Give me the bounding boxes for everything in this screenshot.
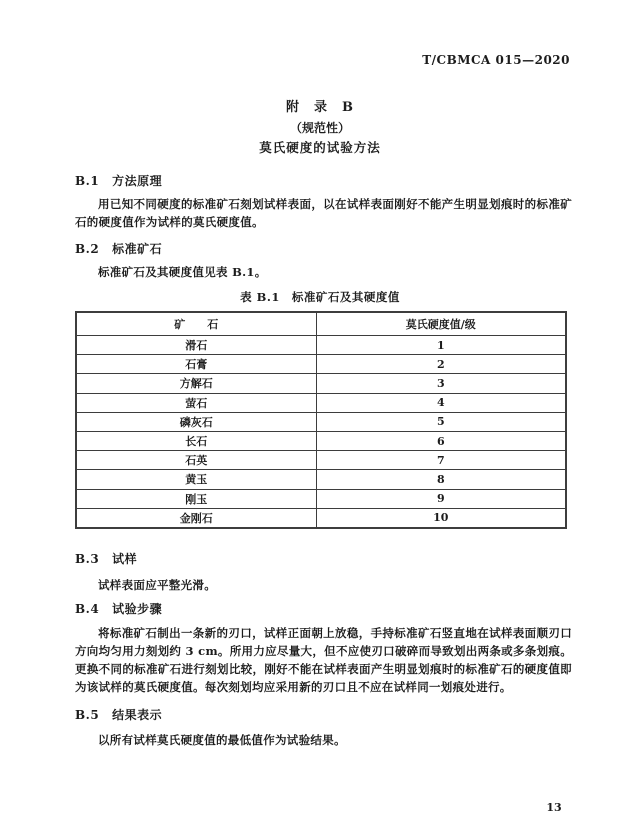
table-row [76,374,566,393]
cell-mineral: 石英 [76,451,316,470]
page-number: 13 [546,801,562,814]
section-b1-heading [75,172,162,189]
table-header-row [76,312,566,336]
cell-mineral: 长石 [76,431,316,450]
cell-mineral: 石膏 [76,355,316,374]
cell-hardness: 5 [316,412,566,431]
section-b3-paragraph: 试样表面应平整光滑。 [98,578,216,592]
table-row [76,412,566,431]
cell-hardness: 1 [316,336,566,355]
appendix-subtitle: （规范性） [289,121,350,135]
section-b2-title: 标准矿石 [112,242,163,256]
cell-hardness: 3 [316,374,566,393]
section-b2-number: B.2 [75,242,100,256]
section-b3-heading [75,550,137,567]
header-cell-mineral: 矿 石 [76,312,316,336]
cell-mineral: 刚玉 [76,489,316,508]
section-b3-number: B.3 [75,552,100,566]
section-b4-paragraph: 将标准矿石制出一条新的刃口，试样正面朝上放稳，手持标准矿石竖直地在试样表面顺刃口方向均匀用力刻划约 3 cm。所用力应尽量大，但不应使刃口破碎而导致划出两条或多条划痕。更换不同的标准矿石进行刻划比较，刚好不能在试样表面产生明显划痕时的标准矿石的硬度值即为该试样的莫氏硬度值。每次刻划均应采用新的刃口且不应在试样同一划痕处进行。 [75,626,572,694]
section-b5-paragraph: 以所有试样莫氏硬度值的最低值作为试验结果。 [98,733,346,747]
table-row [76,393,566,412]
appendix-title-block [0,98,640,158]
cell-hardness: 7 [316,451,566,470]
section-b4-title: 试验步骤 [112,602,163,616]
cell-mineral: 黄玉 [76,470,316,489]
table-row [76,336,566,355]
table-row [76,355,566,374]
cell-mineral: 滑石 [76,336,316,355]
section-b3-title: 试样 [112,552,138,566]
section-b2-paragraph: 标准矿石及其硬度值见表 B.1。 [98,265,267,279]
cell-hardness: 9 [316,489,566,508]
cell-mineral: 方解石 [76,374,316,393]
cell-hardness: 4 [316,393,566,412]
table-row [76,470,566,489]
cell-mineral: 磷灰石 [76,412,316,431]
minerals-table [75,311,567,529]
cell-mineral: 萤石 [76,393,316,412]
cell-mineral: 金刚石 [76,508,316,528]
section-b5-number: B.5 [75,708,100,722]
doc-number: T/CBMCA 015—2020 [422,53,570,67]
table-row [76,489,566,508]
section-b1-number: B.1 [75,174,100,188]
section-b2-heading [75,240,162,257]
section-b4-heading [75,600,162,617]
header-cell-hardness: 莫氏硬度值/级 [316,312,566,336]
appendix-name: 莫氏硬度的试验方法 [259,140,381,155]
cell-hardness: 6 [316,431,566,450]
section-b4-number: B.4 [75,602,100,616]
section-b5-heading [75,706,162,723]
cell-hardness: 2 [316,355,566,374]
table-row [76,451,566,470]
section-b1-paragraph: 用已知不同硬度的标准矿石刻划试样表面，以在试样表面刚好不能产生明显划痕时的标准矿石的硬度值作为试样的莫氏硬度值。 [75,197,572,229]
table-row [76,431,566,450]
section-b5-title: 结果表示 [112,708,163,722]
appendix-title: 附 录 B [286,100,354,115]
table-caption: 表 B.1 标准矿石及其硬度值 [240,290,400,304]
table-row [76,508,566,528]
cell-hardness: 8 [316,470,566,489]
section-b1-title: 方法原理 [112,174,163,188]
cell-hardness: 10 [316,508,566,528]
